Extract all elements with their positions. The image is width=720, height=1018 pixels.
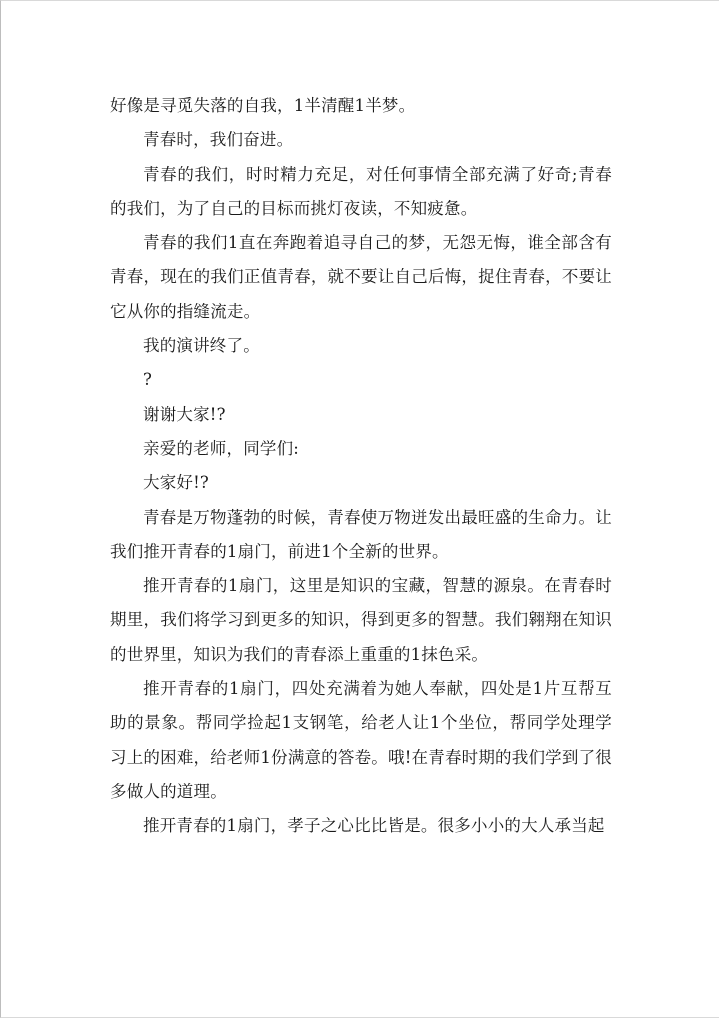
paragraph: 推开青春的1扇门，这里是知识的宝藏，智慧的源泉。在青春时期里，我们将学习到更多的知识，得到更多的智慧。我们翱翔在知识的世界里，知识为我们的青春添上重重的1抹色采。 bbox=[110, 576, 612, 664]
paragraph: 好像是寻觅失落的自我，1半清醒1半梦。 bbox=[110, 96, 416, 115]
paragraph: 大家好!? bbox=[143, 473, 209, 493]
document-body bbox=[110, 89, 612, 844]
paragraph: 亲爱的老师，同学们: bbox=[143, 438, 300, 458]
paragraph: 谢谢大家!? bbox=[143, 404, 226, 424]
paragraph: 推开青春的1扇门，孝子之心比比皆是。很多小小的大人承当起 bbox=[143, 816, 605, 836]
paragraph: 青春的我们，时时精力充足，对任何事情全部充满了好奇;青春的我们，为了自己的目标而挑灯夜读，不知疲惫。 bbox=[110, 164, 612, 218]
paragraph: 我的演讲终了。 bbox=[143, 336, 260, 356]
paragraph: 青春时，我们奋进。 bbox=[143, 130, 294, 150]
paragraph: 青春的我们1直在奔跑着追寻自己的梦，无怨无悔，谁全部含有青春，现在的我们正值青春，就不要让自己后悔，捉住青春，不要让它从你的指缝流走。 bbox=[110, 233, 612, 321]
paragraph: ? bbox=[143, 370, 153, 390]
paragraph: 推开青春的1扇门，四处充满着为她人奉献，四处是1片互帮互助的景象。帮同学捡起1支钢笔，给老人让1个坐位，帮同学处理学习上的困难，给老师1份满意的答卷。哦!在青春时期的我们学到了很多做人的道理。 bbox=[110, 679, 612, 801]
paragraph: 青春是万物蓬勃的时候，青春使万物迸发出最旺盛的生命力。让我们推开青春的1扇门，前进1个全新的世界。 bbox=[110, 507, 612, 561]
